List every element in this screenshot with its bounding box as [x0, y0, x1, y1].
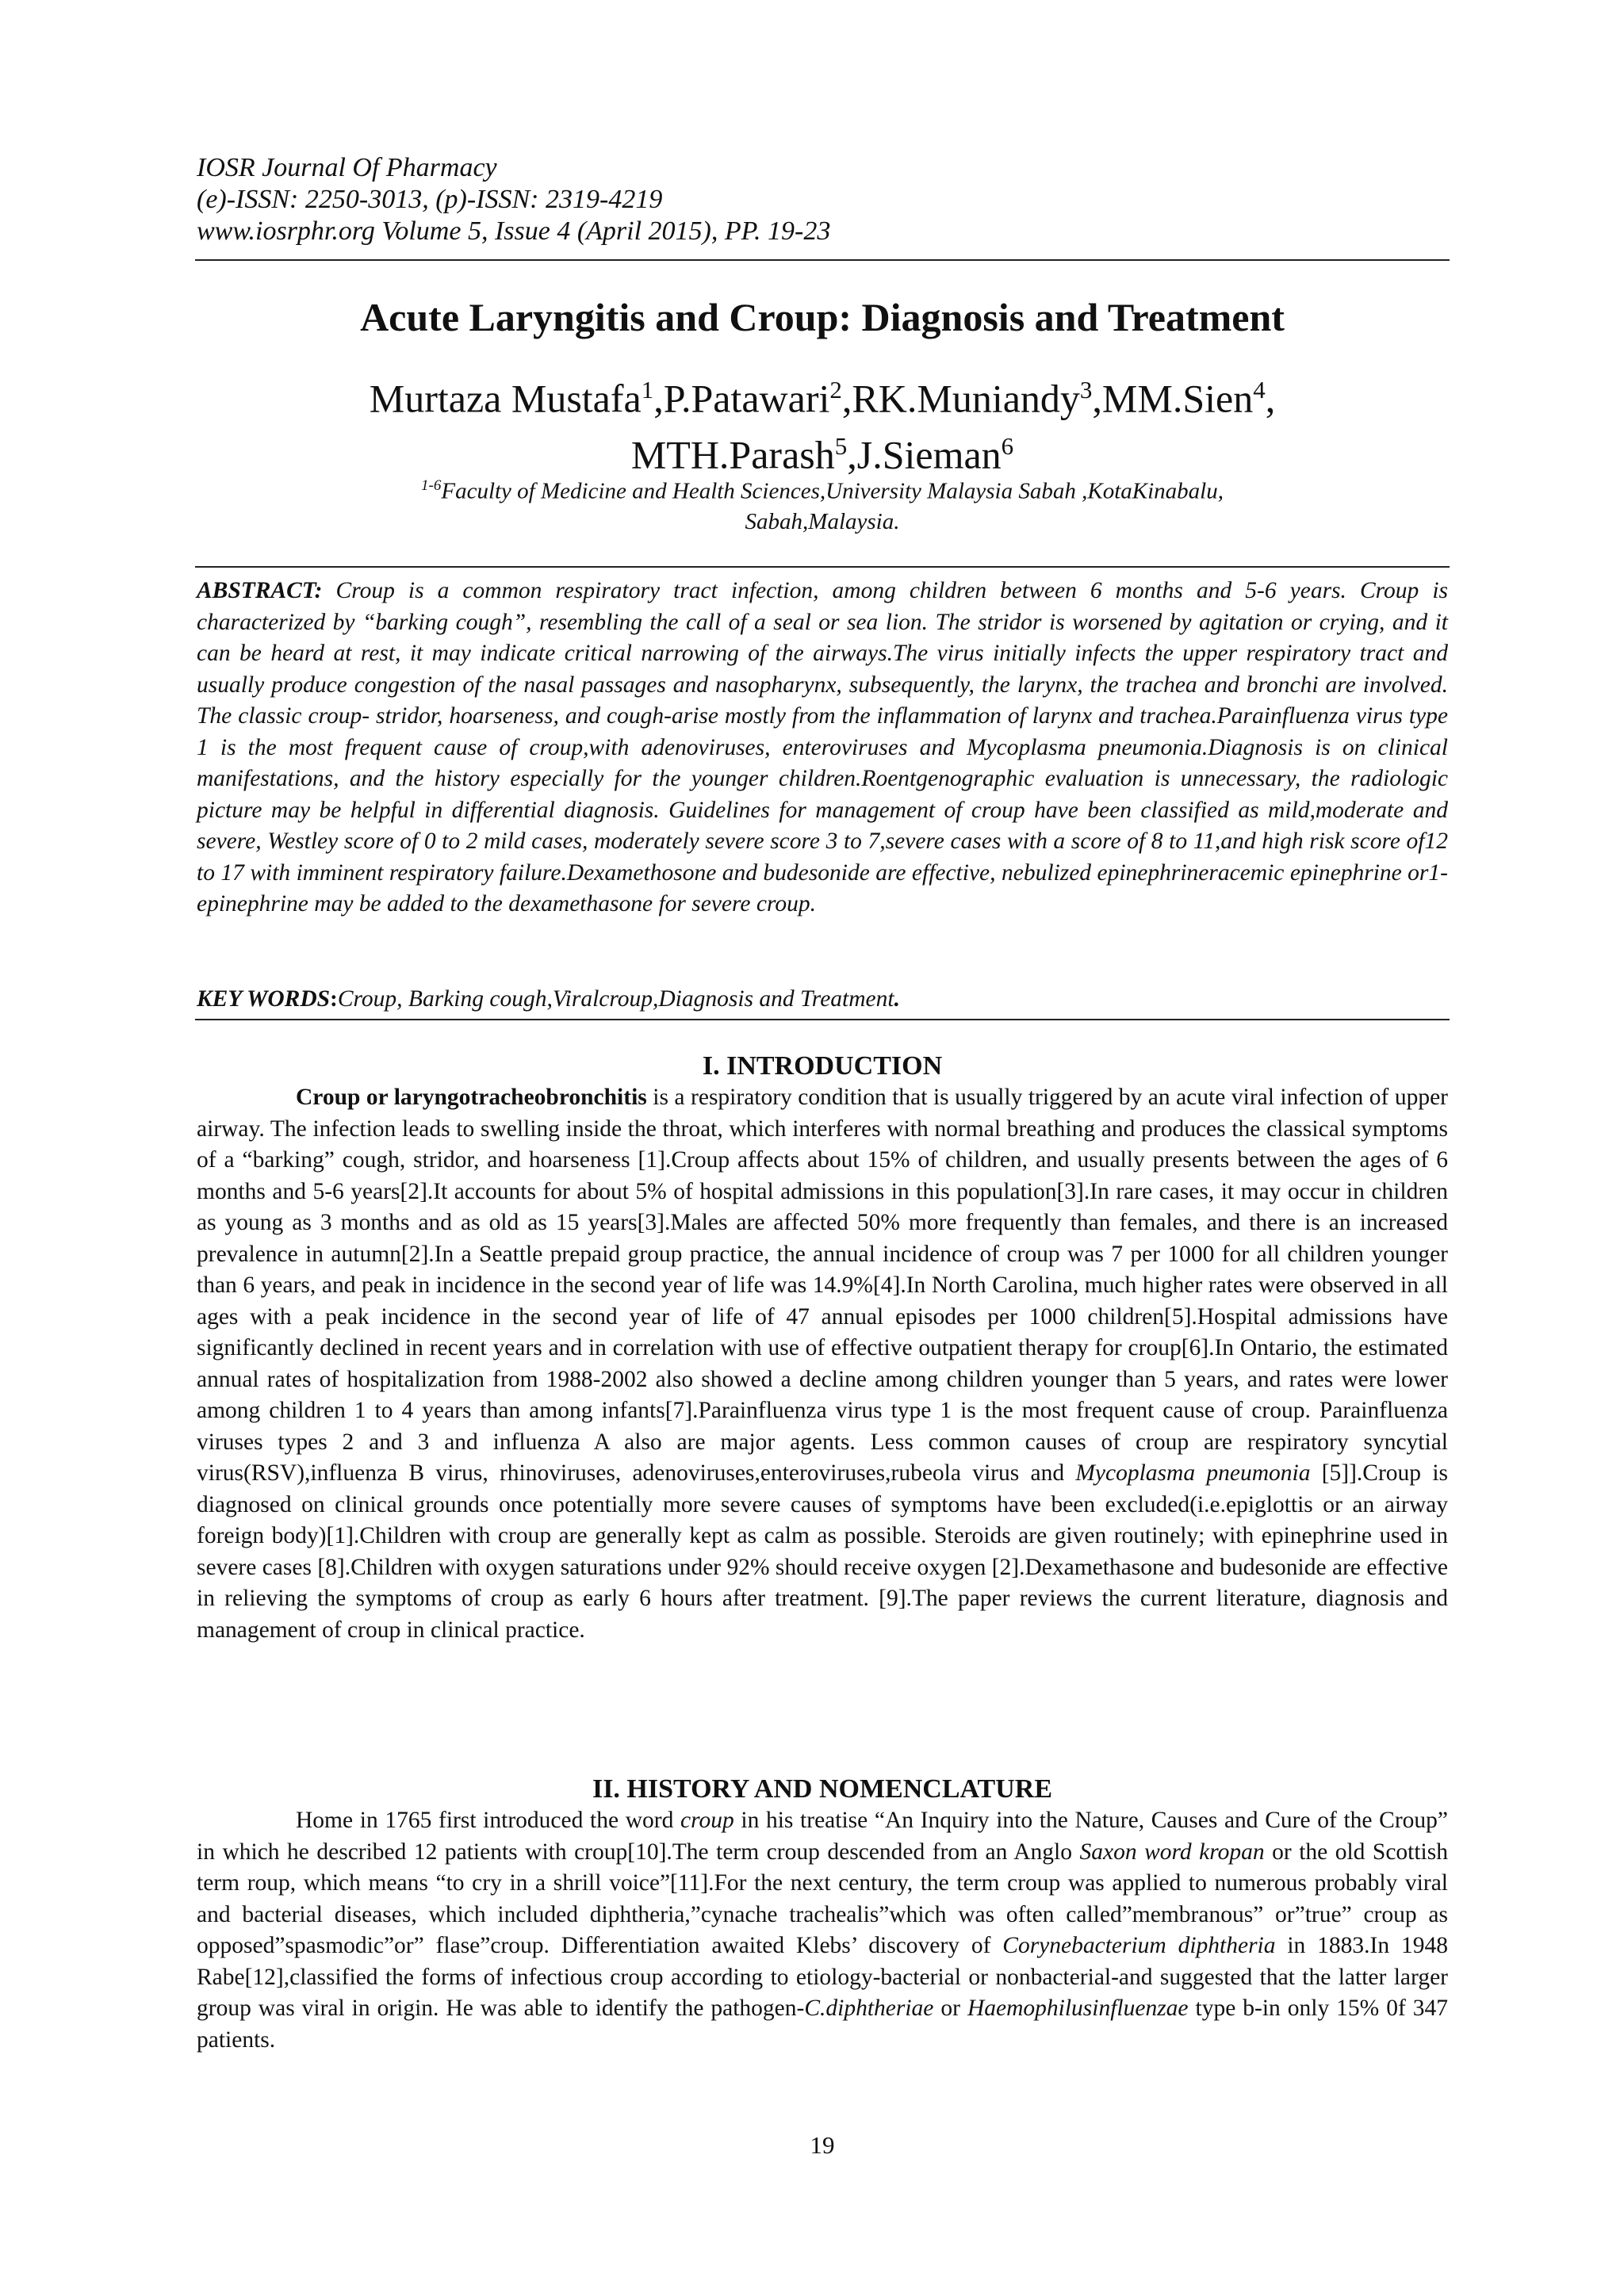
history-paragraph [197, 1805, 1448, 2056]
author-affiliation-mark: 3 [1079, 376, 1093, 404]
intro-text: [5]].Croup is diagnosed on clinical grounds once potentially more severe causes of symptoms have been excluded(i.e.epiglottis or an airway foreign body)[1].Children with croup are generally kept as calm as possible. Steroids are given routinely; with epinephrine used in severe cases [8].Children with oxygen saturations under 92% should receive oxygen [2].Dexamethasone and budesonide are effective in relieving the symptoms of croup as early 6 hours after treatment. [9].The paper reviews the current literature, diagnosis and management of croup in clinical practice. [197, 1460, 1448, 1643]
author-affiliation-mark: 5 [834, 431, 848, 460]
header-rule [195, 259, 1450, 261]
affiliation-line: Faculty of Medicine and Health Sciences,University Malaysia Sabah ,KotaKinabalu, [441, 478, 1224, 504]
affiliation-line: Sabah,Malaysia. [745, 508, 900, 534]
affiliation [195, 471, 1450, 537]
history-text: or [933, 1996, 967, 2021]
author-separator: , [1265, 376, 1276, 421]
abstract-label: ABSTRACT: [197, 578, 323, 603]
history-italic-term: Corynebacterium diphtheria [1002, 1933, 1276, 1958]
author-affiliation-mark: 2 [829, 376, 842, 404]
author-name: MM.Sien [1101, 376, 1254, 421]
author-separator: , [653, 376, 664, 421]
section-heading-history: II. HISTORY AND NOMENCLATURE [592, 1774, 1053, 1804]
author-separator: , [847, 432, 857, 477]
keywords [197, 984, 1448, 1016]
author-list [195, 366, 1450, 478]
history-italic-term: C.diphtheriae [804, 1996, 934, 2021]
introduction-paragraph [197, 1082, 1448, 1646]
history-italic-term: Saxon word kropan [1079, 1839, 1265, 1865]
author-name: P.Patawari [663, 376, 830, 421]
abstract [197, 576, 1448, 920]
journal-volume: www.iosrphr.org Volume 5, Issue 4 (April 2015), PP. 19-23 [197, 216, 831, 246]
keywords-end: . [894, 986, 900, 1012]
history-text: type b-in only 15% 0f 347 patients. [197, 1996, 1449, 2053]
author-affiliation-mark: 1 [641, 376, 654, 404]
abstract-top-rule [195, 566, 1450, 568]
intro-italic-term: Mycoplasma pneumonia [1075, 1460, 1311, 1486]
author-separator: , [1092, 376, 1102, 421]
intro-text: is a respiratory condition that is usually triggered by an acute viral infection of upper airway. The infection leads to swelling inside the throat, which interferes with normal breathing and produces the classical symptoms of a “barking” cough, stridor, and hoarseness [1].Croup affects about 15% of children, and usually presents between the ages of 6 months and 5-6 years[2].It accounts for about 5% of hospital admissions in this population[3].In rare cases, it may occur in children as young as 3 months and as old as 15 years[3].Males are affected 50% more frequently than females, and there is an increased prevalence in autumn[2].In a Seattle prepaid group practice, the annual incidence of croup was 7 per 1000 for all children younger than 6 years, and peak in incidence in the second year of life was 14.9%[4].In North Carolina, much higher rates were observed in all ages with a peak incidence in the second year of life of 47 annual episodes per 1000 children[5].Hospital admissions have significantly declined in recent years and in correlation with use of effective outpatient therapy for croup[6].In Ontario, the estimated annual rates of hospitalization from 1988-2002 also showed a decline among children younger than 5 years, and rates were lower among children 1 to 4 years than among infants[7].Parainfluenza virus type 1 is the most frequent cause of croup. Parainfluenza viruses types 2 and 3 and influenza A also are major agents. Less common causes of croup are respiratory syncytial virus(RSV),influenza B virus, rhinoviruses, adenoviruses,enteroviruses,rubeola virus and [197, 1085, 1449, 1486]
intro-lead-term: Croup or laryngotracheobronchitis [296, 1085, 647, 1110]
history-italic-term: croup [680, 1808, 734, 1833]
journal-issn: (e)-ISSN: 2250-3013, (p)-ISSN: 2319-4219 [197, 185, 663, 214]
abstract-text: Croup is a common respiratory tract infection, among children between 6 months and 5-6 years. Croup is characterized by “barking cough”, resembling the call of a seal or sea lion. The stridor is worsened by agitation or crying, and it can be heard at rest, it may indicate critical narrowing of the airways.The virus initially infects the upper respiratory tract and usually produce congestion of the nasal passages and nasopharynx, subsequently, the larynx, the trachea and bronchi are involved. The classic croup- stridor, hoarseness, and cough-arise mostly from the inflammation of larynx and trachea.Parainfluenza virus type 1 is the most frequent cause of croup,with adenoviruses, enteroviruses and Mycoplasma pneumonia.Diagnosis is on clinical manifestations, and the history especially for the younger children.Roentgenographic evaluation is unnecessary, the radiologic picture may be helpful in differential diagnosis. Guidelines for management of croup have been classified as mild,moderate and severe, Westley score of 0 to 2 mild cases, moderately severe score 3 to 7,severe cases with a score of 8 to 11,and high risk score of12 to 17 with imminent respiratory failure.Dexamethosone and budesonide are effective, nebulized epinephrineracemic epinephrine or1-epinephrine may be added to the dexamethasone for severe croup. [197, 578, 1448, 916]
author-name: Murtaza Mustafa [369, 376, 642, 421]
paper-title: Acute Laryngitis and Croup: Diagnosis and Treatment [360, 295, 1285, 339]
author-name: MTH.Parash [630, 432, 835, 477]
affiliation-mark: 1-6 [421, 477, 442, 494]
history-text: in 1883.In 1948 Rabe[12],classified the forms of infectious croup according to etiology-bacterial or nonbacterial-and suggested that the latter larger group was viral in origin. He was able to identify the pathogen- [197, 1933, 1448, 2021]
history-text: Home in 1765 first introduced the word [296, 1808, 680, 1833]
author-name: J.Sieman [856, 432, 1002, 477]
history-text: or the old Scottish term roup, which means “to cry in a shrill voice”[11].For the next century, the term croup was applied to numerous probably viral and bacterial diseases, which included diphtheria,”cynache trachealis”which was often called”membranous” or”true” croup as opposed”spasmodic”or” flase”croup. Differentiation awaited Klebs’ discovery of [197, 1839, 1448, 1958]
keywords-colon: : [330, 986, 338, 1012]
keywords-label: KEY WORDS [197, 986, 331, 1012]
journal-name: IOSR Journal Of Pharmacy [197, 153, 497, 182]
abstract-bottom-rule [195, 1019, 1450, 1020]
author-affiliation-mark: 4 [1253, 376, 1266, 404]
page-number: 19 [810, 2131, 835, 2159]
history-italic-term: Haemophilusinfluenzae [967, 1996, 1189, 2021]
journal-header [197, 152, 1450, 247]
history-text: in his treatise “An Inquiry into the Nature, Causes and Cure of the Croup” in which he described 12 patients with croup[10].The term croup descended from an Anglo [197, 1808, 1448, 1865]
section-heading-introduction: I. INTRODUCTION [702, 1051, 943, 1081]
keywords-text: Croup, Barking cough,Viralcroup,Diagnosis and Treatment [337, 986, 894, 1012]
author-name: RK.Muniandy [852, 376, 1080, 421]
author-affiliation-mark: 6 [1001, 431, 1014, 460]
author-separator: , [841, 376, 852, 421]
